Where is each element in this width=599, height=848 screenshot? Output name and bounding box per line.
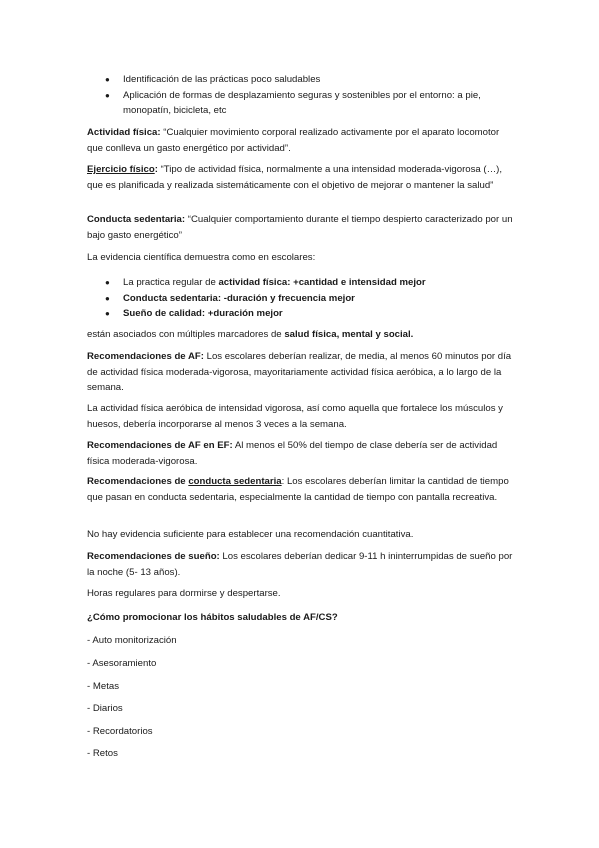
- recommendations-af: Recomendaciones de AF: Los escolares deberían realizar, de media, al menos 60 minutos por día de actividad física moderada-vigorosa, mayoritariamente actividad física aeróbica, a lo largo de la semana.: [87, 351, 512, 394]
- bullet-icon: ●: [105, 293, 110, 303]
- list-item: ● La practica regular de actividad física: +cantidad e intensidad mejor: [87, 275, 515, 291]
- bullet-icon: ●: [105, 75, 110, 84]
- recommendations-sedentary: Recomendaciones de conducta sedentaria: Los escolares deberían limitar la cantidad de tiempo que pasan en conducta sedentaria, especialmente la cantidad de tiempo con pantalla recreativa.: [87, 476, 509, 503]
- list-item: ● Aplicación de formas de desplazamiento seguras y sostenibles por el entorno: a pie, monopatín, bicicleta, etc: [105, 89, 481, 117]
- list-item: - Recordatorios: [87, 726, 153, 737]
- list-item: ● Conducta sedentaria: -duración y frecuencia mejor: [87, 291, 515, 307]
- recommendations-af-extra: La actividad física aeróbica de intensidad vigorosa, así como aquella que fortalece los músculos y huesos, debería incorporarse al menos 3 veces a la semana.: [87, 403, 503, 430]
- evidence-outro: están asociados con múltiples marcadores de salud física, mental y social.: [87, 329, 414, 340]
- bullet-icon: ●: [105, 309, 110, 319]
- recommendations-af-ef: Recomendaciones de AF en EF: Al menos el 50% del tiempo de clase debería ser de actividad física moderada-vigorosa.: [87, 440, 498, 467]
- recommendations-sedentary-extra: No hay evidencia suficiente para establecer una recomendación cuantitativa.: [87, 529, 414, 540]
- list-item: - Metas: [87, 681, 119, 692]
- list-item: ● Sueño de calidad: +duración mejor: [87, 306, 515, 322]
- definition-ejercicio-fisico: Ejercicio físico: “Tipo de actividad física, normalmente a una intensidad moderada-vigorosa (…), que es planificada y realizada sistemáticamente con el objetivo de mejorar o mantener la salud”: [87, 164, 503, 191]
- top-bullet-list: [87, 72, 515, 119]
- list-item: ● Identificación de las prácticas poco saludables: [87, 72, 515, 88]
- evidence-list: [87, 275, 515, 322]
- definition-conducta-sedentaria: Conducta sedentaria: “Cualquier comportamiento durante el tiempo despierto caracterizado por un bajo gasto energético”: [87, 214, 513, 241]
- evidence-intro: La evidencia científica demuestra como en escolares:: [87, 252, 316, 263]
- bullet-icon: ●: [105, 90, 110, 100]
- definition-actividad-fisica: Actividad física: “Cualquier movimiento corporal realizado activamente por el aparato locomotor que conlleva un gasto energético por actividad”.: [87, 127, 500, 154]
- promote-question: ¿Cómo promocionar los hábitos saludables de AF/CS?: [87, 612, 338, 623]
- recommendations-sleep: Recomendaciones de sueño: Los escolares deberían dedicar 9-11 h ininterrumpidas de sueño por la noche (5- 13 años).: [87, 551, 513, 578]
- list-item: - Retos: [87, 748, 118, 759]
- list-item: - Auto monitorización: [87, 635, 177, 646]
- list-item: - Diarios: [87, 703, 123, 714]
- bullet-icon: ●: [105, 278, 110, 287]
- recommendations-sleep-extra: Horas regulares para dormirse y despertarse.: [87, 588, 281, 599]
- list-item: - Asesoramiento: [87, 658, 157, 669]
